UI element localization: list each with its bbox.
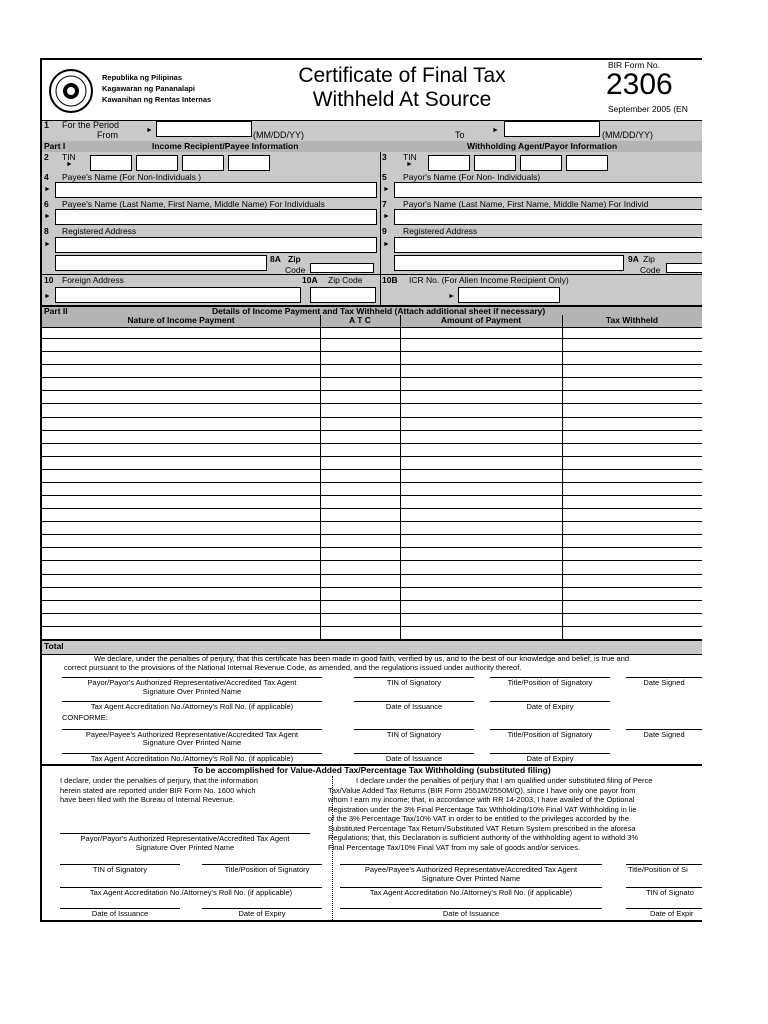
table-row[interactable] [42, 405, 702, 418]
payee-sig-line-1: Payee/Payee's Authorized Representative/Accredited Tax Agent [85, 730, 299, 739]
title-signatory-1: Title/Position of Signatory [507, 678, 593, 687]
arrow-icon: ► [448, 293, 455, 300]
part1-label: Part I [44, 141, 66, 151]
f10a-num: 10A [302, 275, 318, 285]
part2-label: Part II [44, 306, 68, 316]
to-date-input[interactable] [504, 121, 600, 137]
date-expiry-1: Date of Expiry [526, 702, 574, 711]
payee-tin-4[interactable] [228, 155, 270, 171]
from-date-input[interactable] [156, 121, 252, 137]
vat-left-issuance: Date of Issuance [91, 909, 149, 918]
f5-label: Payor's Name (For Non- Individuals) [403, 172, 541, 182]
vat-right-accred: Tax Agent Accreditation No./Attorney's Roll No. (if applicable) [369, 888, 573, 897]
f9-num: 9 [382, 226, 387, 236]
agency-line-3: Kawanihan ng Rentas Internas [102, 95, 212, 104]
vat-right-sig-1: Payee/Payee's Authorized Representative/Accredited Tax Agent [364, 865, 578, 874]
table-row[interactable] [42, 378, 702, 391]
col-atc: A T C [349, 315, 371, 325]
vat-right-line-3: whom I earn my income; that, in accordance with RR 14-2003, I have availed of the Optional [328, 795, 635, 804]
part1-right-title: Withholding Agent/Payor Information [467, 141, 618, 151]
table-row[interactable] [42, 588, 702, 601]
table-row[interactable] [42, 627, 702, 640]
title-line-2: Withheld At Source [312, 88, 492, 111]
part2-title: Details of Income Payment and Tax Withheld (Attach additional sheet if necessary) [212, 306, 546, 316]
vat-right-line-6: Substituted Percentage Tax Return/Substituted VAT Return System prescribed in the aforesa [328, 823, 636, 833]
f8a-label2: Code [285, 265, 306, 275]
arrow-icon: ► [383, 213, 390, 220]
table-row[interactable] [42, 614, 702, 627]
vat-right-line-2: Tax/Value Added Tax Returns (BIR Form 2551M/2550M/Q), since I have only one payor from [328, 785, 636, 795]
f2-num: 2 [44, 152, 49, 162]
f4-label: Payee's Name (For Non-Individuals ) [62, 172, 202, 182]
payor-sig-line-1: Payor/Payor's Authorized Representative/Accredited Tax Agent [87, 678, 297, 687]
vat-left-tin: TIN of Signatory [92, 865, 148, 874]
arrow-icon: ► [44, 213, 51, 220]
table-row[interactable] [42, 339, 702, 352]
table-row[interactable] [42, 496, 702, 509]
table-row[interactable] [42, 391, 702, 404]
table-row[interactable] [42, 326, 702, 339]
table-row[interactable] [42, 352, 702, 365]
total-row [42, 640, 702, 655]
table-row[interactable] [42, 470, 702, 483]
f7-label: Payor's Name (Last Name, First Name, Middle Name) For Individ [403, 199, 649, 209]
payor-address-input-2[interactable] [394, 255, 624, 271]
payor-tin-2[interactable] [474, 155, 516, 171]
period-from-label: From [97, 130, 118, 140]
from-arrow-icon: ► [146, 127, 153, 134]
payor-name-ind-input[interactable] [394, 209, 702, 225]
bir-seal-icon [48, 68, 94, 114]
payee-tin-1[interactable] [90, 155, 132, 171]
f10-label: Foreign Address [62, 275, 124, 285]
vat-right-line-1: I declare under the penalties of perjury that I am qualified under substituted filing of Perce [356, 776, 653, 785]
foreign-zip-input[interactable] [310, 287, 376, 303]
f8-num: 8 [44, 226, 49, 236]
title-line-1: Certificate of Final Tax [298, 64, 506, 87]
accred-1: Tax Agent Accreditation No./Attorney's Roll No. (if applicable) [90, 702, 294, 711]
agency-line-1: Republika ng Pilipinas [102, 73, 183, 82]
payee-tin-2[interactable] [136, 155, 178, 171]
date-issuance-2: Date of Issuance [385, 754, 443, 763]
f8a-num: 8A [270, 254, 281, 264]
bir-form-2306 [40, 58, 702, 922]
payor-name-nonind-input[interactable] [394, 182, 702, 198]
conforme-label: CONFORME: [62, 713, 108, 722]
col-nature: Nature of Income Payment [127, 315, 235, 325]
arrow-icon: ► [44, 241, 51, 248]
payee-address-input-2[interactable] [55, 255, 267, 271]
tin-signatory-2: TIN of Signatory [386, 730, 442, 739]
arrow-icon: ► [44, 293, 51, 300]
agency-block [102, 72, 211, 105]
table-row[interactable] [42, 575, 702, 588]
declaration-line-1: We declare, under the penalties of perjury, that this certificate has been made in good faith, verified by us, and to the best of our knowledge and belief, is true and [94, 654, 630, 663]
period-label: For the Period [62, 120, 120, 130]
arrow-icon: ► [383, 241, 390, 248]
vat-left-line-3: have been filed with the Bureau of Internal Revenue. [60, 795, 235, 804]
f9a-num: 9A [628, 254, 639, 264]
f8-label: Registered Address [62, 226, 137, 236]
f10a-label: Zip Code [328, 275, 363, 285]
f3-num: 3 [382, 152, 387, 162]
form-label: BIR Form No. [608, 60, 660, 70]
agency-line-2: Kagawaran ng Pananalapi [102, 84, 195, 93]
f5-num: 5 [382, 172, 387, 182]
payor-address-input[interactable] [394, 237, 702, 253]
tin-arrow-icon: ► [66, 161, 73, 168]
vat-title: To be accomplished for Value-Added Tax/Percentage Tax Withholding (substituted filing) [193, 765, 551, 775]
form-number: 2306 [606, 68, 673, 101]
col-tax-withheld: Tax Withheld [605, 315, 659, 325]
payee-address-input[interactable] [55, 237, 377, 253]
vat-left-line-1: I declare, under the penalties of perjury, that the information [60, 776, 258, 785]
table-row[interactable] [42, 509, 702, 522]
period-num: 1 [44, 120, 50, 130]
table-row[interactable] [42, 601, 702, 614]
payee-tin-3[interactable] [182, 155, 224, 171]
vat-right-tin: TIN of Signato [646, 888, 694, 897]
vat-left-title: Title/Position of Signatory [224, 865, 310, 874]
date-signed-1: Date Signed [643, 678, 685, 687]
table-row[interactable] [42, 457, 702, 470]
payee-name-ind-input[interactable] [55, 209, 377, 225]
table-row[interactable] [42, 483, 702, 496]
table-row[interactable] [42, 431, 702, 444]
payor-tin-4[interactable] [566, 155, 608, 171]
vat-right-line-4: Registration under the 3% Final Percentage Tax Wthholding/10% Final VAT Withholding in lie [328, 804, 637, 814]
icr-no-input[interactable] [458, 287, 560, 303]
table-row[interactable] [42, 522, 702, 535]
vat-left-line-2: herein stated are reported under BIR Form No. 1600 which [60, 785, 256, 795]
f10b-label: ICR No. (For Alien Income Recipient Only) [409, 275, 569, 285]
f4-num: 4 [44, 172, 49, 182]
to-arrow-icon: ► [492, 127, 499, 134]
from-date-hint: (MM/DD/YY) [253, 130, 304, 140]
table-row[interactable] [42, 365, 702, 378]
table-row[interactable] [42, 535, 702, 548]
date-signed-2: Date Signed [643, 730, 685, 739]
tin-arrow-icon: ► [406, 161, 413, 168]
vat-right-text [328, 776, 652, 852]
col-amount: Amount of Payment [440, 315, 522, 325]
payee-zip-input[interactable] [310, 263, 374, 273]
form-title [242, 64, 562, 112]
payor-sig-line-2: Signature Over Printed Name [142, 687, 242, 696]
vat-left-text [60, 776, 258, 805]
total-label: Total [44, 641, 64, 651]
f9a-label: Zip [643, 254, 655, 264]
arrow-icon: ► [44, 186, 51, 193]
f10-num: 10 [44, 275, 54, 285]
date-issuance-1: Date of Issuance [385, 702, 443, 711]
payor-tin-3[interactable] [520, 155, 562, 171]
date-expiry-2: Date of Expiry [526, 754, 574, 763]
declaration-line-2: correct pursuant to the provisions of the National Internal Revenue Code, as amended, and the regulations issued under authority thereof. [64, 663, 522, 672]
title-signatory-2: Title/Position of Signatory [507, 730, 593, 739]
table-row[interactable] [42, 444, 702, 457]
payor-zip-input[interactable] [666, 263, 702, 273]
payor-tin-1[interactable] [428, 155, 470, 171]
vat-right-line-5: of the 3% Percentage Tax/10% VAT in order to be entitled to the privileges accorded by the [328, 814, 629, 823]
payee-sig-line-2: Signature Over Printed Name [142, 738, 242, 747]
vat-left-sig-1: Payor/Payor's Authorized Representative/Accredited Tax Agent [80, 834, 290, 843]
f10b-num: 10B [382, 275, 398, 285]
accred-2: Tax Agent Accreditation No./Attorney's Roll No. (if applicable) [90, 754, 294, 763]
table-row[interactable] [42, 548, 702, 561]
payee-name-nonind-input[interactable] [55, 182, 377, 198]
table-row[interactable] [42, 418, 702, 431]
to-date-hint: (MM/DD/YY) [602, 130, 653, 140]
vat-right-line-7: Regulations; that, this Declaration is sufficient authority of the withholding agent to withold 3% [328, 833, 639, 842]
form-date: September 2005 (EN [608, 104, 688, 114]
f6-num: 6 [44, 199, 49, 209]
vat-right-line-8: Final Percentage Tax/10% Final VAT from my sale of goods and/or services. [328, 842, 581, 852]
arrow-icon: ► [383, 186, 390, 193]
vat-right-issuance: Date of Issuance [442, 909, 500, 918]
foreign-address-input[interactable] [55, 287, 301, 303]
vat-right-expiry: Date of Expir [650, 909, 694, 918]
vat-left-expiry: Date of Expiry [238, 909, 286, 918]
income-table [42, 326, 702, 640]
table-row[interactable] [42, 562, 702, 575]
f6-label: Payee's Name (Last Name, First Name, Middle Name) For Individuals [62, 199, 325, 209]
f7-num: 7 [382, 199, 387, 209]
f8a-label: Zip [288, 254, 301, 264]
f3-label: TIN [403, 152, 417, 162]
vat-right-sig-2: Signature Over Printed Name [421, 874, 521, 883]
part1-left-title: Income Recipient/Payee Information [152, 141, 299, 151]
tin-signatory-1: TIN of Signatory [386, 678, 442, 687]
vat-left-sig-2: Signature Over Printed Name [135, 843, 235, 852]
vat-right-title: Title/Position of Si [628, 865, 688, 874]
f9a-label2: Code [640, 265, 661, 275]
f9-label: Registered Address [403, 226, 478, 236]
vat-left-accred: Tax Agent Accreditation No./Attorney's Roll No. (if applicable) [89, 888, 293, 897]
period-to-label: To [455, 130, 465, 140]
f2-label: TIN [62, 152, 76, 162]
